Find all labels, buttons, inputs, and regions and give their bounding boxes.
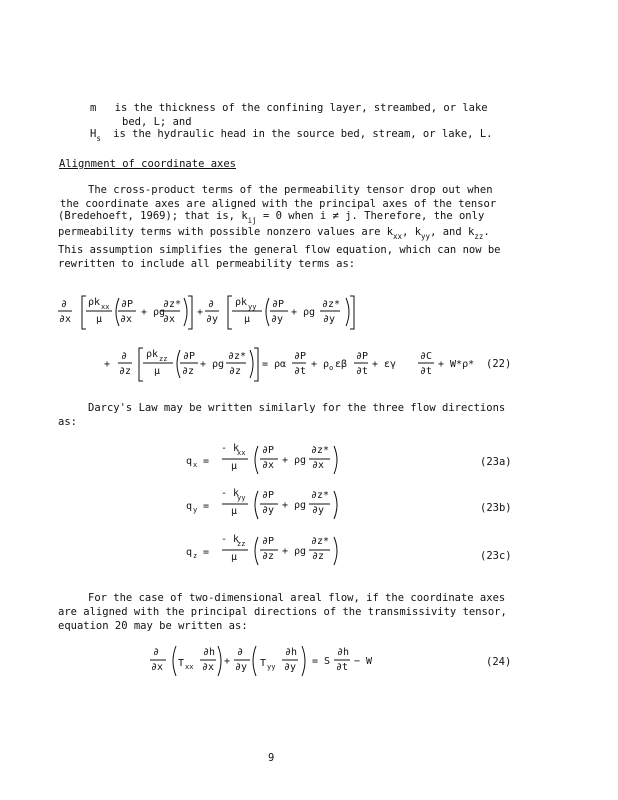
svg-text:ρk: ρk bbox=[88, 297, 101, 308]
svg-text:+ εγ: + εγ bbox=[372, 359, 397, 370]
svg-text:− W: − W bbox=[354, 656, 373, 667]
svg-text:+ ρ: + ρ bbox=[311, 359, 330, 370]
para3-line3: equation 20 may be written as: bbox=[58, 620, 248, 632]
svg-text:q: q bbox=[186, 501, 193, 512]
svg-text:∂y: ∂y bbox=[235, 662, 248, 673]
para3-line2: are aligned with the principal directions of the transmissivity tensor, bbox=[58, 606, 507, 618]
symbol-h: H bbox=[90, 128, 97, 140]
svg-text:∂z: ∂z bbox=[262, 551, 275, 562]
svg-text:μ: μ bbox=[231, 552, 238, 563]
svg-text:μ: μ bbox=[231, 461, 238, 472]
svg-text:+: + bbox=[224, 656, 231, 667]
svg-text:ρk: ρk bbox=[146, 349, 159, 360]
svg-text:∂t: ∂t bbox=[420, 366, 433, 377]
symbol-h-subscript: s bbox=[96, 134, 101, 143]
svg-text:o: o bbox=[329, 364, 334, 372]
svg-text:∂x: ∂x bbox=[262, 460, 275, 471]
svg-text:∂y: ∂y bbox=[323, 314, 336, 325]
svg-text:+ ρg: + ρg bbox=[200, 359, 225, 370]
svg-text:∂y: ∂y bbox=[312, 505, 325, 516]
svg-text:∂x: ∂x bbox=[202, 662, 215, 673]
svg-text:∂z*: ∂z* bbox=[311, 445, 330, 456]
symbol-m: m bbox=[90, 102, 97, 114]
svg-text:x: x bbox=[193, 461, 198, 469]
svg-text:T: T bbox=[178, 658, 185, 669]
para2-line2: as: bbox=[58, 416, 77, 428]
svg-text:∂: ∂ bbox=[237, 647, 244, 658]
definition-hs-text: is the hydraulic head in the source bed, stream, or lake, L. bbox=[113, 128, 493, 140]
page-number: 9 bbox=[268, 752, 275, 764]
definition-m-text: is the thickness of the confining layer, streambed, or lake bbox=[114, 102, 488, 114]
svg-text:yy: yy bbox=[237, 494, 246, 502]
svg-text:= ρα: = ρα bbox=[262, 359, 287, 370]
svg-text:∂P: ∂P bbox=[183, 351, 196, 362]
equation-number-23c: (23c) bbox=[480, 550, 512, 562]
svg-text:∂x: ∂x bbox=[59, 314, 72, 325]
svg-text:+ ρg: + ρg bbox=[282, 500, 307, 511]
svg-text:∂y: ∂y bbox=[206, 314, 219, 325]
svg-text:μ: μ bbox=[154, 366, 161, 377]
svg-text:∂: ∂ bbox=[61, 299, 68, 310]
definition-m-continued: bed, L; and bbox=[122, 116, 192, 128]
equation-number-23a: (23a) bbox=[480, 456, 512, 468]
svg-text:zz: zz bbox=[159, 355, 168, 363]
svg-text:q: q bbox=[186, 456, 193, 467]
svg-text:∂z: ∂z bbox=[119, 366, 132, 377]
para1-line4-sub3: zz bbox=[474, 232, 484, 241]
svg-text:∂t: ∂t bbox=[356, 366, 369, 377]
svg-text:+ ρg: + ρg bbox=[282, 546, 307, 557]
svg-text:xx: xx bbox=[101, 303, 110, 311]
svg-text:∂x: ∂x bbox=[163, 314, 176, 325]
svg-text:∂: ∂ bbox=[121, 351, 128, 362]
svg-text:z: z bbox=[193, 552, 198, 560]
svg-text:∂x: ∂x bbox=[151, 662, 164, 673]
svg-text:=: = bbox=[203, 501, 210, 512]
svg-text:∂h: ∂h bbox=[203, 647, 216, 658]
svg-text:- k: - k bbox=[221, 534, 240, 545]
svg-text:+: + bbox=[197, 307, 204, 318]
svg-text:q: q bbox=[186, 547, 193, 558]
svg-text:μ: μ bbox=[231, 506, 238, 517]
svg-text:∂C: ∂C bbox=[420, 351, 433, 362]
svg-text:+ ρg: + ρg bbox=[141, 307, 166, 318]
para1-line3-a: (Bredehoeft, 1969); that is, k bbox=[58, 210, 248, 222]
svg-text:- k: - k bbox=[221, 443, 240, 454]
svg-text:∂x: ∂x bbox=[312, 460, 325, 471]
svg-text:∂y: ∂y bbox=[271, 314, 284, 325]
para1-line3-b: = 0 when i ≠ j. Therefore, the only bbox=[263, 210, 485, 222]
svg-text:∂y: ∂y bbox=[284, 662, 297, 673]
para1-line6: rewritten to include all permeability terms as: bbox=[58, 258, 356, 270]
svg-text:- k: - k bbox=[221, 488, 240, 499]
para1-line4-a: permeability terms with possible nonzero values are k bbox=[58, 226, 394, 238]
equation-number-23b: (23b) bbox=[480, 502, 512, 514]
para1-line4-sub1: xx bbox=[393, 232, 403, 241]
svg-text:εβ: εβ bbox=[335, 359, 348, 370]
svg-text:∂z: ∂z bbox=[182, 366, 195, 377]
svg-text:∂x: ∂x bbox=[120, 314, 133, 325]
para1-line4-d: . bbox=[483, 226, 490, 238]
svg-text:∂t: ∂t bbox=[336, 662, 349, 673]
equation-number-24: (24) bbox=[486, 656, 512, 668]
svg-text:=: = bbox=[203, 547, 210, 558]
para2-line1: Darcy's Law may be written similarly for the three flow directions bbox=[88, 402, 506, 414]
svg-text:∂P: ∂P bbox=[262, 536, 275, 547]
svg-text:y: y bbox=[193, 506, 198, 514]
para1-line3-sub: ij bbox=[247, 216, 257, 225]
equation-number-22: (22) bbox=[486, 358, 512, 370]
svg-text:ρk: ρk bbox=[235, 297, 248, 308]
svg-text:+ ρg: + ρg bbox=[291, 307, 316, 318]
svg-text:yy: yy bbox=[248, 303, 257, 311]
svg-text:∂h: ∂h bbox=[285, 647, 298, 658]
svg-text:∂z*: ∂z* bbox=[311, 490, 330, 501]
svg-text:∂z*: ∂z* bbox=[228, 351, 247, 362]
svg-text:∂P: ∂P bbox=[356, 351, 369, 362]
svg-text:∂P: ∂P bbox=[262, 445, 275, 456]
svg-text:∂: ∂ bbox=[153, 647, 160, 658]
section-heading: Alignment of coordinate axes bbox=[59, 158, 237, 170]
svg-text:∂z*: ∂z* bbox=[322, 299, 341, 310]
para1-line4-sub2: yy bbox=[421, 232, 431, 241]
svg-text:∂y: ∂y bbox=[262, 505, 275, 516]
svg-text:∂P: ∂P bbox=[121, 299, 134, 310]
svg-text:xx: xx bbox=[237, 449, 246, 457]
svg-text:∂z: ∂z bbox=[312, 551, 325, 562]
para3-line1: For the case of two-dimensional areal flow, if the coordinate axes bbox=[88, 592, 506, 604]
para1-line2: the coordinate axes are aligned with the principal axes of the tensor bbox=[60, 198, 497, 210]
svg-text:∂h: ∂h bbox=[337, 647, 350, 658]
svg-text:∂P: ∂P bbox=[272, 299, 285, 310]
svg-text:T: T bbox=[260, 658, 267, 669]
svg-text:= S: = S bbox=[312, 656, 331, 667]
svg-text:∂P: ∂P bbox=[294, 351, 307, 362]
para1-line5: This assumption simplifies the general flow equation, which can now be bbox=[58, 244, 501, 256]
svg-text:xx: xx bbox=[185, 663, 194, 671]
svg-text:∂P: ∂P bbox=[262, 490, 275, 501]
svg-text:∂: ∂ bbox=[208, 299, 215, 310]
svg-text:+ W*ρ*: + W*ρ* bbox=[438, 359, 475, 370]
svg-text:μ: μ bbox=[244, 314, 251, 325]
svg-text:μ: μ bbox=[96, 314, 103, 325]
svg-text:yy: yy bbox=[267, 663, 276, 671]
svg-text:∂z*: ∂z* bbox=[311, 536, 330, 547]
svg-text:+: + bbox=[104, 359, 111, 370]
para1-line4-c: , and k bbox=[430, 226, 475, 238]
svg-text:+ ρg: + ρg bbox=[282, 455, 307, 466]
svg-text:=: = bbox=[203, 456, 210, 467]
para1-line1: The cross-product terms of the permeability tensor drop out when bbox=[88, 184, 493, 196]
svg-text:∂t: ∂t bbox=[294, 366, 307, 377]
svg-text:zz: zz bbox=[237, 540, 246, 548]
para1-line4-b: , k bbox=[402, 226, 422, 238]
svg-text:∂z*: ∂z* bbox=[163, 299, 182, 310]
svg-text:∂z: ∂z bbox=[229, 366, 242, 377]
